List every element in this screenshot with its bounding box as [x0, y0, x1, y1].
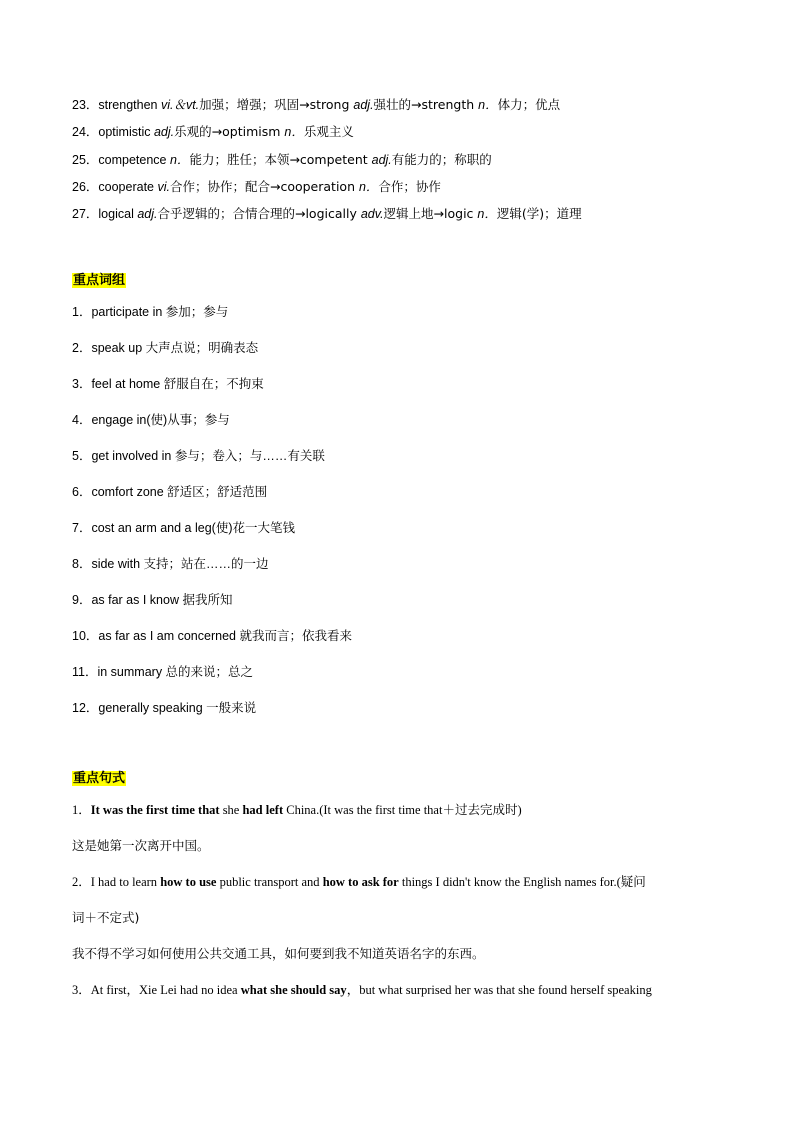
meaning: 能力；胜任；本领→competent: [189, 152, 372, 167]
vocab-item-26: [72, 179, 732, 195]
phrase-item: 4．engage in(使)从事；参与: [72, 413, 230, 427]
sentence-text: things I didn't know the English names for.(疑问: [398, 875, 646, 889]
part-of-speech: adj.: [353, 98, 374, 112]
phrase-item: 12．generally speaking 一般来说: [72, 701, 257, 715]
meaning: 乐观的→optimism: [174, 124, 285, 139]
phrase-item: 11．in summary 总的来说；总之: [72, 665, 254, 679]
sentence-2-continuation: 词＋不定式): [72, 910, 140, 925]
item-number: 26．: [72, 180, 99, 194]
part-of-speech: n．: [284, 125, 304, 139]
item-number: 3．: [72, 983, 91, 997]
phrase-item: 2．speak up 大声点说；明确表态: [72, 341, 259, 355]
sentence-1-translation: 这是她第一次离开中国。: [72, 838, 210, 853]
part-of-speech: adj.: [137, 207, 158, 221]
sentence-2: [72, 874, 732, 890]
sentences-heading: [72, 771, 126, 787]
bold-pattern: had left: [242, 803, 284, 817]
item-number: 24．: [72, 125, 99, 139]
headword: cooperate: [98, 180, 158, 194]
part-of-speech: vi.＆vt.: [160, 98, 200, 112]
meaning: 加强；增强；巩固→strong: [199, 97, 354, 112]
phrase-item: 1．participate in 参加；参与: [72, 305, 229, 319]
item-number: 23．: [72, 98, 99, 112]
headword: strengthen: [98, 98, 161, 112]
sentence-text: she: [219, 803, 243, 817]
part-of-speech: n．: [478, 98, 498, 112]
phrase-item: 10．as far as I am concerned 就我而言；依我看来: [72, 629, 352, 643]
sentence-2-translation: 我不得不学习如何使用公共交通工具，如何要到我不知道英语名字的东西。: [72, 946, 485, 961]
part-of-speech: adj.: [371, 153, 392, 167]
phrase-item: 6．comfort zone 舒适区；舒适范围: [72, 485, 268, 499]
sentence-text: ，but what surprised her was that she found herself speaking: [346, 983, 652, 997]
phrase-item: 8．side with 支持；站在……的一边: [72, 557, 269, 571]
section-title: 重点句式: [73, 771, 126, 786]
part-of-speech: n．: [169, 153, 190, 167]
meaning: 逻辑(学)；道理: [496, 206, 582, 221]
vocab-item-23: [72, 97, 732, 113]
meaning: 强壮的→strength: [373, 97, 479, 112]
section-title: 重点词组: [73, 273, 126, 288]
sentence-text: At first，Xie Lei had no idea: [90, 983, 241, 997]
phrases-heading: [72, 273, 126, 289]
bold-pattern: how to use: [160, 875, 217, 889]
item-number: 25．: [72, 153, 99, 167]
phrase-item: 5．get involved in 参与；卷入；与……有关联: [72, 449, 325, 463]
sentence-text: China.(It was the first time that＋过去完成时): [283, 803, 522, 817]
meaning: 逻辑上地→logic: [383, 206, 478, 221]
item-number: 1．: [72, 803, 91, 817]
meaning: 乐观主义: [303, 124, 354, 139]
headword: competence: [98, 153, 170, 167]
headword: logical: [98, 207, 138, 221]
part-of-speech: adv.: [360, 207, 384, 221]
meaning: 体力；优点: [497, 97, 561, 112]
sentence-1: [72, 802, 732, 818]
phrase-item: 3．feel at home 舒服自在；不拘束: [72, 377, 264, 391]
phrase-item: 7．cost an arm and a leg(使)花一大笔钱: [72, 521, 295, 535]
vocab-item-24: [72, 124, 732, 140]
part-of-speech: adj.: [153, 125, 175, 139]
sentence-text: I had to learn: [90, 875, 161, 889]
meaning: 合作；协作: [378, 179, 441, 194]
item-number: 2．: [72, 875, 91, 889]
sentence-text: public transport and: [216, 875, 323, 889]
vocab-item-25: [72, 152, 732, 168]
bold-pattern: what she should say: [240, 983, 347, 997]
phrase-item: 9．as far as I know 据我所知: [72, 593, 233, 607]
item-number: 27．: [72, 207, 99, 221]
bold-pattern: how to ask for: [322, 875, 399, 889]
meaning: 有能力的；称职的: [391, 152, 492, 167]
part-of-speech: vi.: [157, 180, 170, 194]
bold-pattern: It was the first time that: [90, 803, 220, 817]
meaning: 合作；协作；配合→cooperation: [169, 179, 359, 194]
sentence-3: [72, 982, 732, 998]
part-of-speech: n．: [477, 207, 497, 221]
part-of-speech: n．: [358, 180, 379, 194]
meaning: 合乎逻辑的；合情合理的→logically: [157, 206, 361, 221]
vocab-item-27: [72, 206, 732, 222]
headword: optimistic: [98, 125, 154, 139]
